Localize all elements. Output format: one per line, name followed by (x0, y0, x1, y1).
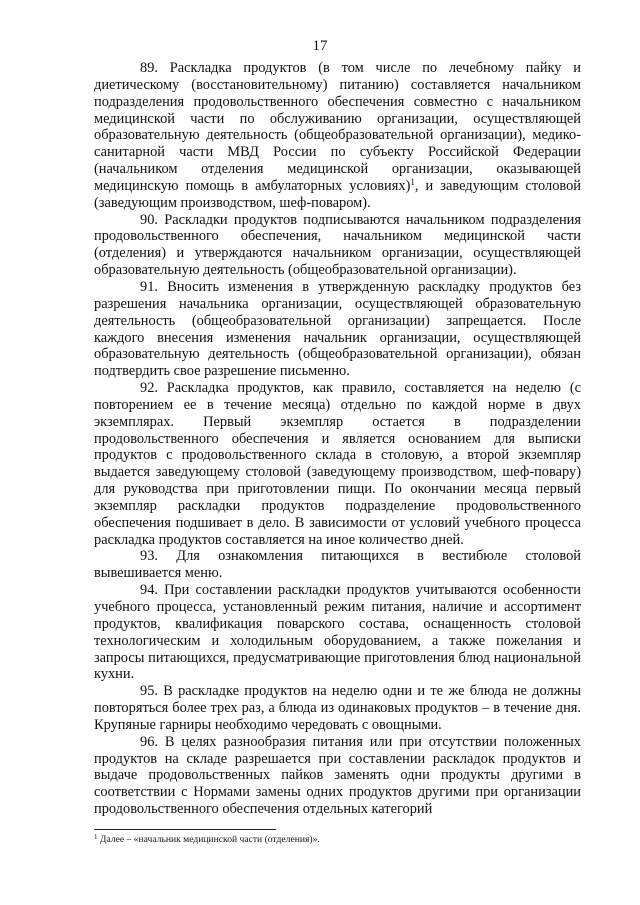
paragraph-89 (94, 60, 581, 212)
paragraph-94: 94. При составлении раскладки продуктов учитываются особенности учебного процесса, установленный режим питания, наличие и ассортимент продуктов, квалификация поварского состава, оснащенность столовой технологическим и холодильным оборудованием, а также пожелания и запросы питающихся, предусматривающие приготовления блюд национальной кухни. (94, 582, 581, 683)
paragraph-90: 90. Раскладки продуктов подписываются начальником подразделения продовольственного обеспечения, начальником медицинской части (отделения) и утверждаются начальником организации, осуществляющей образовательную деятельность (общеобразовательной организации). (94, 211, 581, 279)
footnote-mark: 1 (94, 833, 98, 841)
paragraph-96: 96. В целях разнообразия питания или при отсутствии положенных продуктов на складе разрешается при составлении раскладок продуктов и выдаче продовольственных пайков заменять одни продукты другими в соответствии с Нормами замены одних продуктов другими при организации продовольственного обеспечения отдельных категорий (94, 733, 581, 818)
paragraph-92: 92. Раскладка продуктов, как правило, составляется на неделю (с повторением ее в течение месяца) отдельно по каждой норме в двух экземплярах. Первый экземпляр остается в подразделении продовольственного обеспечения и является основанием для выписки продуктов с продовольственного склада в столовую, а второй экземпляр выдается заведующему столовой (заведующему производством, шеф-повару) для руководства при приготовлении пищи. По окончании месяца первый экземпляр раскладки продуктов подразделение продовольственного обеспечения подшивает в дело. В зависимости от условий учебного процесса раскладка продуктов составляется на иное количество дней. (94, 380, 581, 548)
page-number: 17 (312, 38, 328, 54)
document-body (94, 60, 581, 818)
footnote-text: Далее – «начальник медицинской части (отделения)». (97, 834, 320, 845)
paragraph-89-text: 89. Раскладка продуктов (в том числе по лечебному пайку и диетическому (восстановительному) питанию) составляется начальником подразделения продовольственного обеспечения совместно с начальником медицинской части по обслуживанию организации, осуществляющей образовательную деятельность (общеобразовательной организации), медико-санитарной части МВД России по субъекту Российской Федерации (начальником отделения медицинской организации, оказывающей медицинскую помощь в амбулаторных условиях) (94, 60, 581, 194)
paragraph-89-text-end: , и заведующим столовой (заведующим производством, шеф-поваром). (94, 177, 581, 211)
paragraph-95: 95. В раскладке продуктов на неделю одни и те же блюда не должны повторяться более трех раз, а блюда из одинаковых продуктов – в течение дня. Крупяные гарниры необходимо чередовать с овощными. (94, 683, 581, 733)
footnote (94, 834, 581, 846)
paragraph-91: 91. Вносить изменения в утвержденную раскладку продуктов без разрешения начальника организации, осуществляющей образовательную деятельность (общеобразовательной организации) запрещается. После каждого внесения изменения начальник организации, осуществляющей образовательную деятельность (общеобразовательной организации), обязан подтвердить свое разрешение письменно. (94, 278, 581, 380)
paragraph-93: 93. Для ознакомления питающихся в вестибюле столовой вывешивается меню. (94, 548, 581, 582)
footnote-reference: 1 (410, 176, 415, 187)
footnote-divider (94, 829, 276, 830)
